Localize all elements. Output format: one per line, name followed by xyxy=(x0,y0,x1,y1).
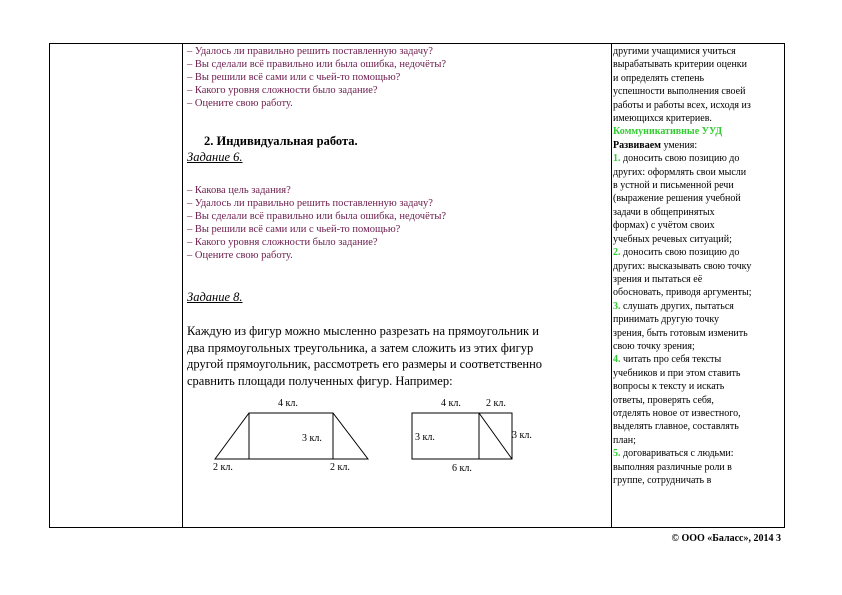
column-divider-left xyxy=(182,44,183,527)
skill-text: доносить свою позицию до xyxy=(620,153,740,165)
skill-line xyxy=(613,300,751,313)
skill-line: вопросы к тексту и искать xyxy=(613,381,725,393)
question-item: – Вы сделали всё правильно или была ошибка, недочёты? xyxy=(187,59,447,70)
question-item: – Вы сделали всё правильно или была ошибка, недочёты? xyxy=(187,211,447,222)
intro-line: вырабатывать критерии оценки xyxy=(613,59,748,71)
trapezoid-outline xyxy=(215,413,368,459)
skill-line: зрения, быть готовым изменить xyxy=(613,327,748,339)
skill-line xyxy=(613,447,751,460)
paragraph-line: два прямоугольных треугольника, а затем сложить из этих фигур xyxy=(187,340,534,355)
skill-line xyxy=(613,353,751,366)
task8-paragraph xyxy=(187,323,607,389)
skill-number: 4. xyxy=(613,354,621,366)
label-top: 4 кл. xyxy=(278,398,298,409)
intro-line: работы и работы всех, исходя из xyxy=(613,99,751,111)
skill-text: доносить свою позицию до xyxy=(620,247,740,259)
label-right: 3 кл. xyxy=(302,433,322,444)
rectangle-diagonal xyxy=(479,413,512,459)
paragraph-line: другой прямоугольник, рассмотреть его размеры и соответственно xyxy=(187,357,543,371)
page-footer: © ООО «Баласс», 2014 3 xyxy=(671,533,781,544)
skill-line: задачи в общепринятых xyxy=(613,206,715,218)
skill-line: выделять главное, составлять xyxy=(613,421,739,433)
skill-line: учебников и при этом ставить xyxy=(613,367,741,379)
develop-rest: умения: xyxy=(660,139,698,151)
question-item: – Вы решили всё сами или с чьей-то помощью? xyxy=(187,224,401,235)
label-left: 3 кл. xyxy=(415,432,435,443)
task8-title: Задание 8. xyxy=(187,290,243,304)
skill-line: ответы, проверять себя, xyxy=(613,394,714,406)
skill-line: других: высказывать свою точку xyxy=(613,260,752,272)
skill-line: свою точку зрения; xyxy=(613,340,695,352)
label-bottom: 6 кл. xyxy=(452,463,472,474)
skill-text: договариваться с людьми: xyxy=(620,448,734,460)
question-item: – Какова цель задания? xyxy=(187,185,291,196)
column-divider-right xyxy=(611,44,612,527)
paragraph-line: сравнить площади полученных фигур. Например: xyxy=(187,373,453,388)
question-item: – Удалось ли правильно решить поставленную задачу? xyxy=(187,46,433,57)
develop-line xyxy=(613,139,751,152)
lesson-table xyxy=(49,43,785,528)
skill-line: группе, сотрудничать в xyxy=(613,475,712,486)
skill-line: других: оформлять свои мысли xyxy=(613,166,747,178)
label-top-right: 2 кл. xyxy=(486,398,506,409)
label-top-left: 4 кл. xyxy=(441,398,461,409)
uud-heading: Коммуникативные УУД xyxy=(613,126,723,138)
skill-line: обосновать, приводя аргументы; xyxy=(613,287,752,299)
skill-line: формах) с учётом своих xyxy=(613,220,715,232)
skill-line: отделять новое от известного, xyxy=(613,407,741,419)
task6-questions xyxy=(187,184,446,262)
skill-line: учебных речевых ситуаций; xyxy=(613,233,732,245)
skill-text: слушать других, пытаться xyxy=(620,300,734,312)
trapezoid-figure xyxy=(203,394,373,474)
label-bottom-left: 2 кл. xyxy=(213,462,233,473)
skill-line: (выражение решения учебной xyxy=(613,193,741,205)
skill-number: 5. xyxy=(613,448,621,460)
question-item: – Какого уровня сложности было задание? xyxy=(187,85,378,96)
skill-number: 1. xyxy=(613,153,621,165)
question-item: – Оцените свою работу. xyxy=(187,98,293,109)
intro-line: имеющихся критериев. xyxy=(613,113,712,125)
intro-line: другими учащимися учиться xyxy=(613,46,736,57)
skill-line xyxy=(613,246,751,259)
rectangle-figure xyxy=(408,394,548,474)
skill-line: зрения и пытаться её xyxy=(613,273,703,285)
skill-number: 2. xyxy=(613,247,621,259)
intro-line: успешности выполнения своей xyxy=(613,86,746,98)
skill-line: выполняя различные роли в xyxy=(613,461,732,473)
section-heading: 2. Индивидуальная работа. xyxy=(204,134,358,148)
develop-bold: Развиваем xyxy=(613,139,661,151)
skill-line: принимать другую точку xyxy=(613,314,720,326)
label-right: 3 кл. xyxy=(512,430,532,441)
question-item: – Какого уровня сложности было задание? xyxy=(187,237,378,248)
question-item: – Вы решили всё сами или с чьей-то помощью? xyxy=(187,72,401,83)
right-intro xyxy=(613,45,751,487)
question-item: – Удалось ли правильно решить поставленную задачу? xyxy=(187,198,433,209)
label-bottom-right: 2 кл. xyxy=(330,462,350,473)
task6-title: Задание 6. xyxy=(187,150,243,164)
skill-text: читать про себя тексты xyxy=(620,354,722,366)
skill-line: в устной и письменной речи xyxy=(613,180,734,192)
top-questions xyxy=(187,45,446,110)
skill-line xyxy=(613,152,751,165)
skill-line: план; xyxy=(613,434,636,446)
skill-number: 3. xyxy=(613,300,621,312)
intro-line: и определять степень xyxy=(613,72,705,84)
paragraph-line: Каждую из фигур можно мысленно разрезать на прямоугольник и xyxy=(187,324,539,338)
question-item: – Оцените свою работу. xyxy=(187,250,293,261)
